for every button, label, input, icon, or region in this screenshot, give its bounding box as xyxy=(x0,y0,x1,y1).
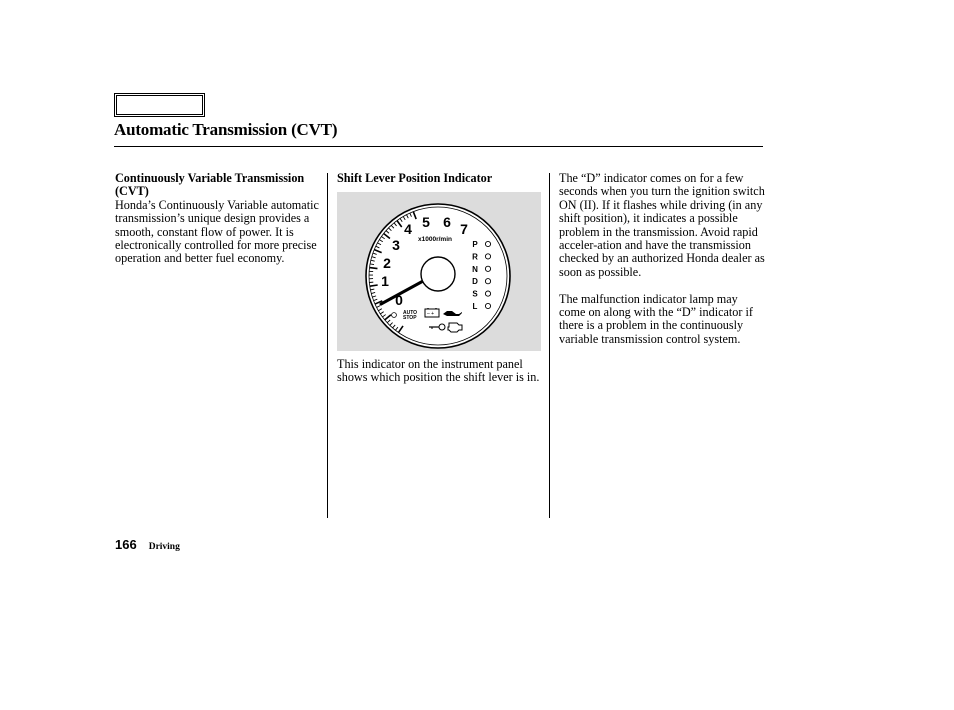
page-footer xyxy=(115,536,180,554)
gauge-caption: This indicator on the instrument panel shows which position the shift lever is in. xyxy=(337,357,540,385)
needle-hub xyxy=(421,257,455,291)
shift-position-letter: R xyxy=(472,252,478,262)
page-title: Automatic Transmission (CVT) xyxy=(114,120,338,139)
auto-stop-label-line1: AUTO xyxy=(403,310,418,316)
page-number: 166 xyxy=(115,537,137,552)
column-divider xyxy=(549,173,550,518)
column-description xyxy=(559,172,765,346)
shift-position-letter: D xyxy=(472,277,478,287)
tachometer-diagram xyxy=(337,192,541,351)
scale-number: 1 xyxy=(381,273,389,289)
cvt-heading: Continuously Variable Transmission (CVT) xyxy=(115,171,305,199)
shift-indicator-heading: Shift Lever Position Indicator xyxy=(337,171,493,185)
cvt-body-text: Honda’s Continuously Variable automatic transmission’s unique design provides a smooth, constant flow of power. It is electronically controlled for more precise operation and better fuel economy. xyxy=(115,197,319,266)
section-name: Driving xyxy=(148,542,180,552)
shift-position-letter: N xyxy=(472,264,478,274)
svg-text:– +: – + xyxy=(427,311,435,317)
title-divider xyxy=(114,146,763,147)
scale-number: 2 xyxy=(383,255,391,271)
scale-number: 5 xyxy=(422,214,430,230)
instrument-gauge-illustration xyxy=(337,192,541,351)
shift-position-letter: S xyxy=(472,289,478,299)
scale-number: 7 xyxy=(460,221,468,237)
rpm-unit-label: x1000r/min xyxy=(418,236,452,243)
scale-number: 3 xyxy=(392,237,400,253)
tick-mark xyxy=(370,268,378,269)
scale-number: 6 xyxy=(443,214,451,230)
scale-number: 4 xyxy=(404,221,412,237)
section-tab-marker xyxy=(114,93,205,117)
malfunction-lamp-text: The malfunction indicator lamp may come on along with the “D” indicator if there is a problem in the continuously variable transmission control system. xyxy=(559,291,753,346)
scale-number: 0 xyxy=(395,292,403,308)
column-intro xyxy=(115,172,322,266)
shift-position-letter: L xyxy=(472,302,478,311)
d-indicator-text: The “D” indicator comes on for a few seconds when you turn the ignition switch ON (II). If it flashes while driving (in any shift position), it indicates a possible problem in the transmission. Avoid rapid acceler-ation and have the transmission checked by an authorized Honda dealer as soon as possible. xyxy=(559,171,765,279)
auto-stop-label-line2: STOP xyxy=(403,315,417,321)
column-divider xyxy=(327,173,328,518)
shift-position-letter: P xyxy=(472,240,478,249)
